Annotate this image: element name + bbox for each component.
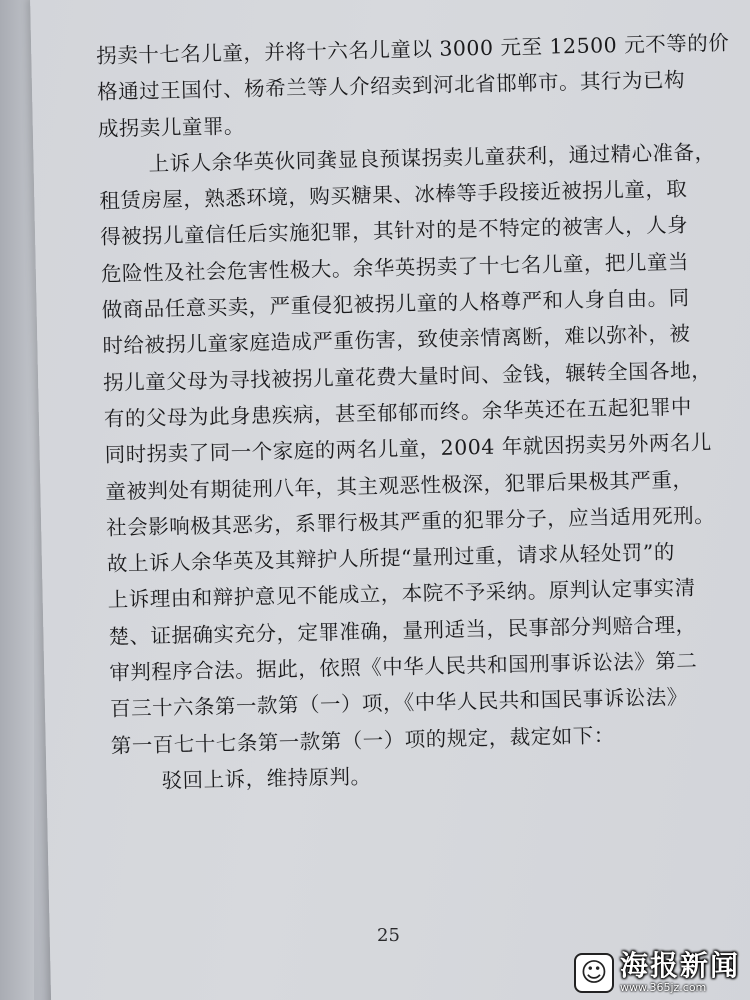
text-line: 做商品任意买卖，严重侵犯被拐儿童的人格尊严和人身自由。同 (101, 285, 690, 323)
watermark (574, 951, 740, 994)
text-line: 上诉理由和辩护意见不能成立，本院不予采纳。原判认定事实清 (107, 576, 696, 613)
ruling-line: 驳回上诉，维持原判。 (161, 764, 372, 793)
text-line: 社会影响极其恶劣，系罪行极其严重的犯罪分子，应当适用死刑。 (106, 503, 716, 540)
watermark-title: 海报新闻 (619, 949, 740, 982)
paragraph-start-line: 上诉人余华英伙同龚显良预谋拐卖儿童获利，通过精心准备， (148, 139, 716, 176)
text-line: 拐儿童父母为寻找被拐儿童花费大量时间、金钱，辗转全国各地， (102, 357, 713, 395)
text-line: 成拐卖儿童罪。 (97, 113, 246, 141)
text-line: 楚、证据确实充分，定罪准确，量刑适当，民事部分判赔合理， (108, 612, 697, 649)
text-line: 危险性及社会危害性极大。余华英拐卖了十七名儿童，把儿童当 (100, 249, 690, 286)
page-number: 25 (377, 925, 400, 946)
text-line: 有的父母为此身患疾病，甚至郁郁而终。余华英还在五起犯罪中 (103, 394, 693, 431)
text-line: 同时拐卖了同一个家庭的两名儿童，2004 年就因拐卖另外两名儿 (104, 430, 713, 468)
text-line: 得被拐儿童信任后实施犯罪，其针对的是不特定的被害人，人身 (99, 213, 689, 250)
speech-bubble-icon: ☺ (574, 953, 614, 993)
document-body (96, 25, 732, 800)
text-line: 百三十六条第一款第（一）项，《中华人民共和国民事诉讼法》 (109, 685, 688, 722)
text-line: 格通过王国付、杨希兰等人介绍卖到河北省邯郸市。其行为已构 (96, 67, 686, 105)
watermark-url: www.365jz.com (619, 981, 707, 994)
text-line: 租赁房屋，熟悉环境，购买糖果、冰棒等手段接近被拐儿童，取 (99, 176, 688, 214)
text-line: 拐卖十七名儿童，并将十六名儿童以 3000 元至 12500 元不等的价 (96, 30, 730, 68)
text-line: 审判程序合法。据此，依照《中华人民共和国刑事诉讼法》第二 (109, 648, 698, 685)
text-line: 童被判处有期徒刑八年，其主观恶性极深，犯罪后果极其严重， (105, 467, 694, 504)
text-line: 第一百七十七条第一款第（一）项的规定，裁定如下： (110, 722, 615, 758)
book-spine-edge (0, 0, 34, 1000)
text-line: 故上诉人余华英及其辩护人所提“量刑过重，请求从轻处罚”的 (106, 540, 676, 577)
text-line: 时给被拐儿童家庭造成严重伤害，致使亲情离断，难以弥补，被 (102, 321, 691, 359)
